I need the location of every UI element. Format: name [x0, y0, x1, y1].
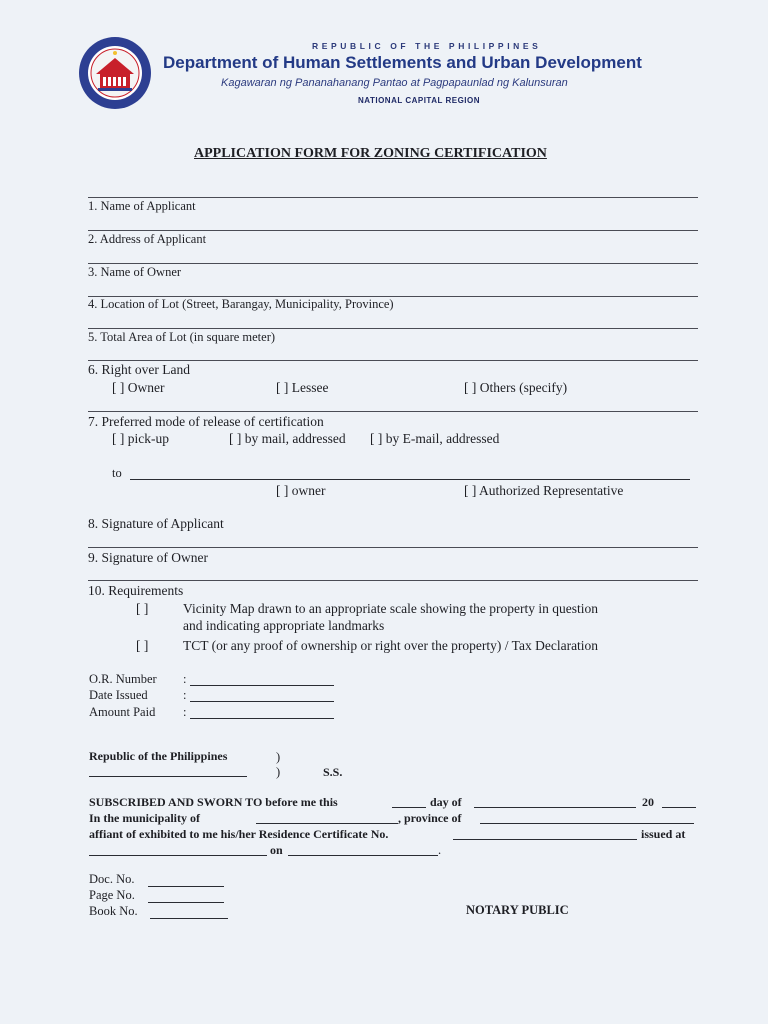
field-divider — [88, 328, 698, 329]
checkbox-by-mail[interactable]: [ ] by mail, addressed — [229, 431, 346, 446]
field-divider — [88, 360, 698, 361]
jurat-line2-a: In the municipality of — [89, 811, 201, 825]
requirement-vicinity-map-cont: and indicating appropriate landmarks — [183, 618, 385, 633]
doc-no-blank[interactable] — [148, 886, 224, 887]
field-name-of-applicant: 1. Name of Applicant — [88, 199, 196, 213]
field-total-area: 5. Total Area of Lot (in square meter) — [88, 330, 276, 344]
dhsud-seal-logo — [78, 36, 152, 110]
date-issued-label: Date Issued — [89, 688, 148, 702]
field-divider — [88, 230, 698, 231]
book-no-label: Book No. — [89, 904, 138, 918]
field-release-mode: 7. Preferred mode of release of certification — [88, 414, 324, 429]
field-signature-owner: 9. Signature of Owner — [88, 550, 208, 565]
jurat-residence-cert-blank[interactable] — [453, 839, 637, 840]
header-region: NATIONAL CAPITAL REGION — [358, 96, 481, 105]
jurat-line1-b: day of — [430, 795, 462, 809]
book-no-blank[interactable] — [150, 918, 228, 919]
field-right-over-land: 6. Right over Land — [88, 362, 190, 377]
jurat-municipality-blank[interactable] — [256, 823, 398, 824]
jurat-date-blank[interactable] — [288, 855, 438, 856]
jurat-city-blank[interactable] — [89, 776, 247, 777]
header-republic: REPUBLIC OF THE PHILIPPINES — [312, 41, 542, 51]
jurat-paren-1: ) — [276, 750, 281, 764]
jurat-line3-b: issued at — [641, 827, 686, 841]
amount-paid-label: Amount Paid — [89, 705, 156, 719]
checkbox-pickup[interactable]: [ ] pick-up — [112, 431, 169, 446]
field-address-of-applicant: 2. Address of Applicant — [88, 232, 207, 246]
amount-paid-colon: : — [183, 705, 187, 719]
field-location-of-lot: 4. Location of Lot (Street, Barangay, Municipality, Province) — [88, 297, 394, 311]
field-name-of-owner: 3. Name of Owner — [88, 265, 182, 279]
date-issued-blank[interactable] — [190, 701, 334, 702]
page-no-blank[interactable] — [148, 902, 224, 903]
page-no-label: Page No. — [89, 888, 135, 902]
notary-public-label: NOTARY PUBLIC — [466, 903, 569, 917]
checkbox-tct[interactable]: [ ] — [136, 638, 149, 653]
field-divider — [88, 197, 698, 198]
checkbox-others[interactable]: [ ] Others (specify) — [464, 380, 568, 395]
or-number-colon: : — [183, 672, 187, 686]
requirement-tct: TCT (or any proof of ownership or right over the property) / Tax Declaration — [183, 638, 599, 653]
field-divider — [88, 411, 698, 412]
amount-paid-blank[interactable] — [190, 718, 334, 719]
date-issued-colon: : — [183, 688, 187, 702]
to-label: to — [112, 466, 122, 480]
field-divider — [88, 580, 698, 581]
jurat-ss: S.S. — [323, 765, 343, 779]
checkbox-owner[interactable]: [ ] Owner — [112, 380, 165, 395]
jurat-line4-b: . — [438, 843, 442, 857]
checkbox-lessee[interactable]: [ ] Lessee — [276, 380, 329, 395]
header-filipino-name: Kagawaran ng Pananahanang Pantao at Pagpapaunlad ng Kalunsuran — [221, 77, 568, 89]
jurat-place-blank[interactable] — [89, 855, 267, 856]
jurat-line4-a: on — [270, 843, 283, 857]
requirement-vicinity-map: Vicinity Map drawn to an appropriate scale showing the property in question — [183, 601, 598, 616]
jurat-day-blank[interactable] — [392, 807, 426, 808]
field-divider — [88, 547, 698, 548]
jurat-line2-b: , province of — [398, 811, 462, 825]
checkbox-by-email[interactable]: [ ] by E-mail, addressed — [370, 431, 500, 446]
checkbox-authorized-rep[interactable]: [ ] Authorized Representative — [464, 483, 624, 498]
form-title: APPLICATION FORM FOR ZONING CERTIFICATION — [194, 146, 547, 161]
jurat-line1-a: SUBSCRIBED AND SWORN TO before me this — [89, 795, 338, 809]
checkbox-addressee-owner[interactable]: [ ] owner — [276, 483, 326, 498]
field-requirements: 10. Requirements — [88, 583, 184, 598]
or-number-label: O.R. Number — [89, 672, 157, 686]
jurat-line3-a: affiant of exhibited to me his/her Residence Certificate No. — [89, 827, 389, 841]
jurat-line1-c: 20 — [642, 795, 654, 809]
jurat-month-blank[interactable] — [474, 807, 636, 808]
addressee-blank[interactable] — [130, 479, 690, 480]
header-department: Department of Human Settlements and Urban Development — [163, 53, 642, 72]
or-number-blank[interactable] — [190, 685, 334, 686]
jurat-year-blank[interactable] — [662, 807, 696, 808]
jurat-province-blank[interactable] — [480, 823, 694, 824]
checkbox-vicinity-map[interactable]: [ ] — [136, 601, 149, 616]
jurat-republic: Republic of the Philippines — [89, 749, 228, 763]
field-divider — [88, 263, 698, 264]
jurat-paren-2: ) — [276, 765, 281, 779]
field-signature-applicant: 8. Signature of Applicant — [88, 516, 224, 531]
doc-no-label: Doc. No. — [89, 872, 135, 886]
